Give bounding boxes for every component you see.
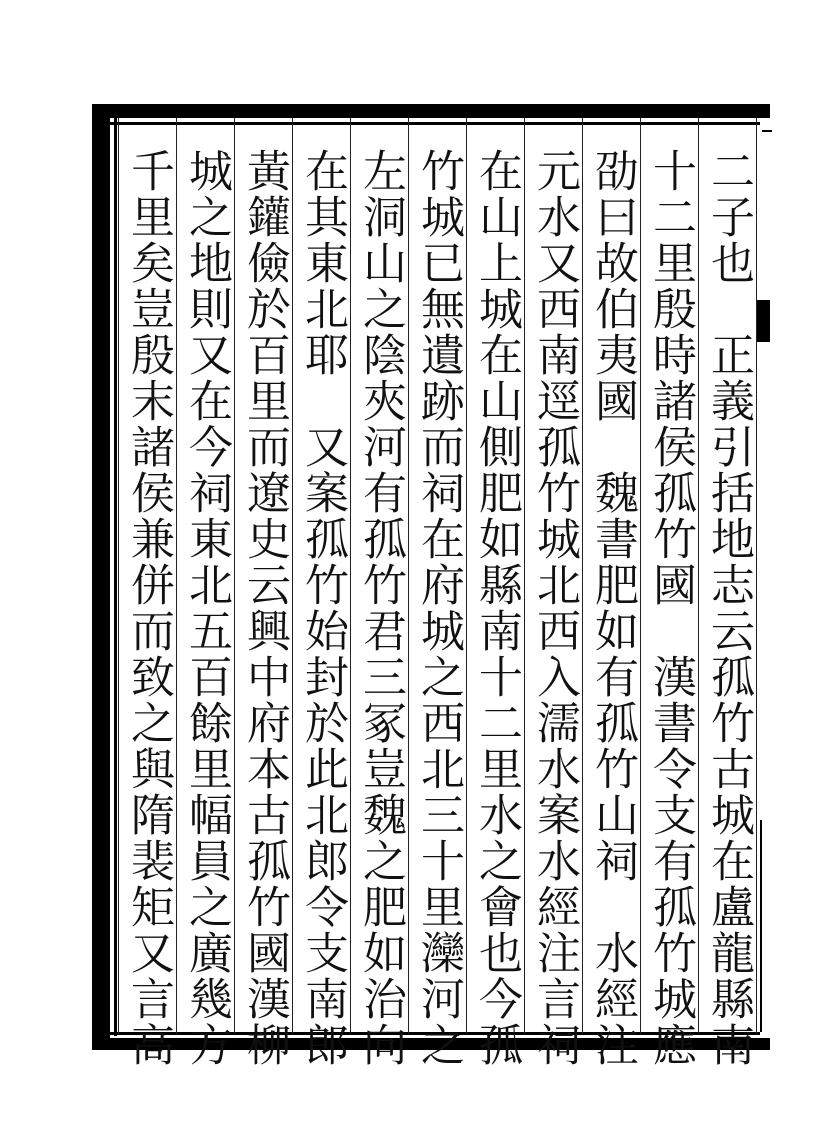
frame-top-border xyxy=(92,104,770,118)
text-column-7: 左洞山之陰夾河有孤竹君三冢豈魏之肥如治向 xyxy=(355,148,406,1068)
text-column-10: 城之地則又在今祠東北五百餘里幅員之廣幾方 xyxy=(181,148,232,1068)
right-edge-mark xyxy=(762,130,772,132)
frame-left-inner-border xyxy=(114,118,117,1036)
frame-left-border xyxy=(92,104,110,1050)
frame-top-inner-border xyxy=(100,122,760,125)
right-edge-line xyxy=(760,820,762,1032)
text-column-2: 十二里殷時諸侯孤竹國 漢書令支有孤竹城應 xyxy=(645,148,696,1068)
text-column-8: 在其東北耶 又案孤竹始封於此北郎令支南郎 xyxy=(297,148,348,1068)
text-column-5: 在山上城在山側肥如縣南十二里水之會也今孤 xyxy=(471,148,522,1068)
text-column-1: 二子也 正義引括地志云孤竹古城在盧龍縣南 xyxy=(703,148,754,1068)
text-column-4: 元水又西南逕孤竹城北西入濡水案水經注言祠 xyxy=(529,148,580,1068)
text-column-3: 劭曰故伯夷國 魏書肥如有孤竹山祠 水經注 xyxy=(587,148,638,1068)
text-column-9: 黃鑵儉於百里而遼史云興中府本古孤竹國漢柳 xyxy=(239,148,290,1068)
text-column-6: 竹城已無遺跡而祠在府城之西北三十里灤河之 xyxy=(413,148,464,1068)
text-column-11: 千里矣豈殷末諸侯兼併而致之與隋裴矩又言高 xyxy=(123,148,174,1068)
fishtail-notch xyxy=(756,300,770,342)
